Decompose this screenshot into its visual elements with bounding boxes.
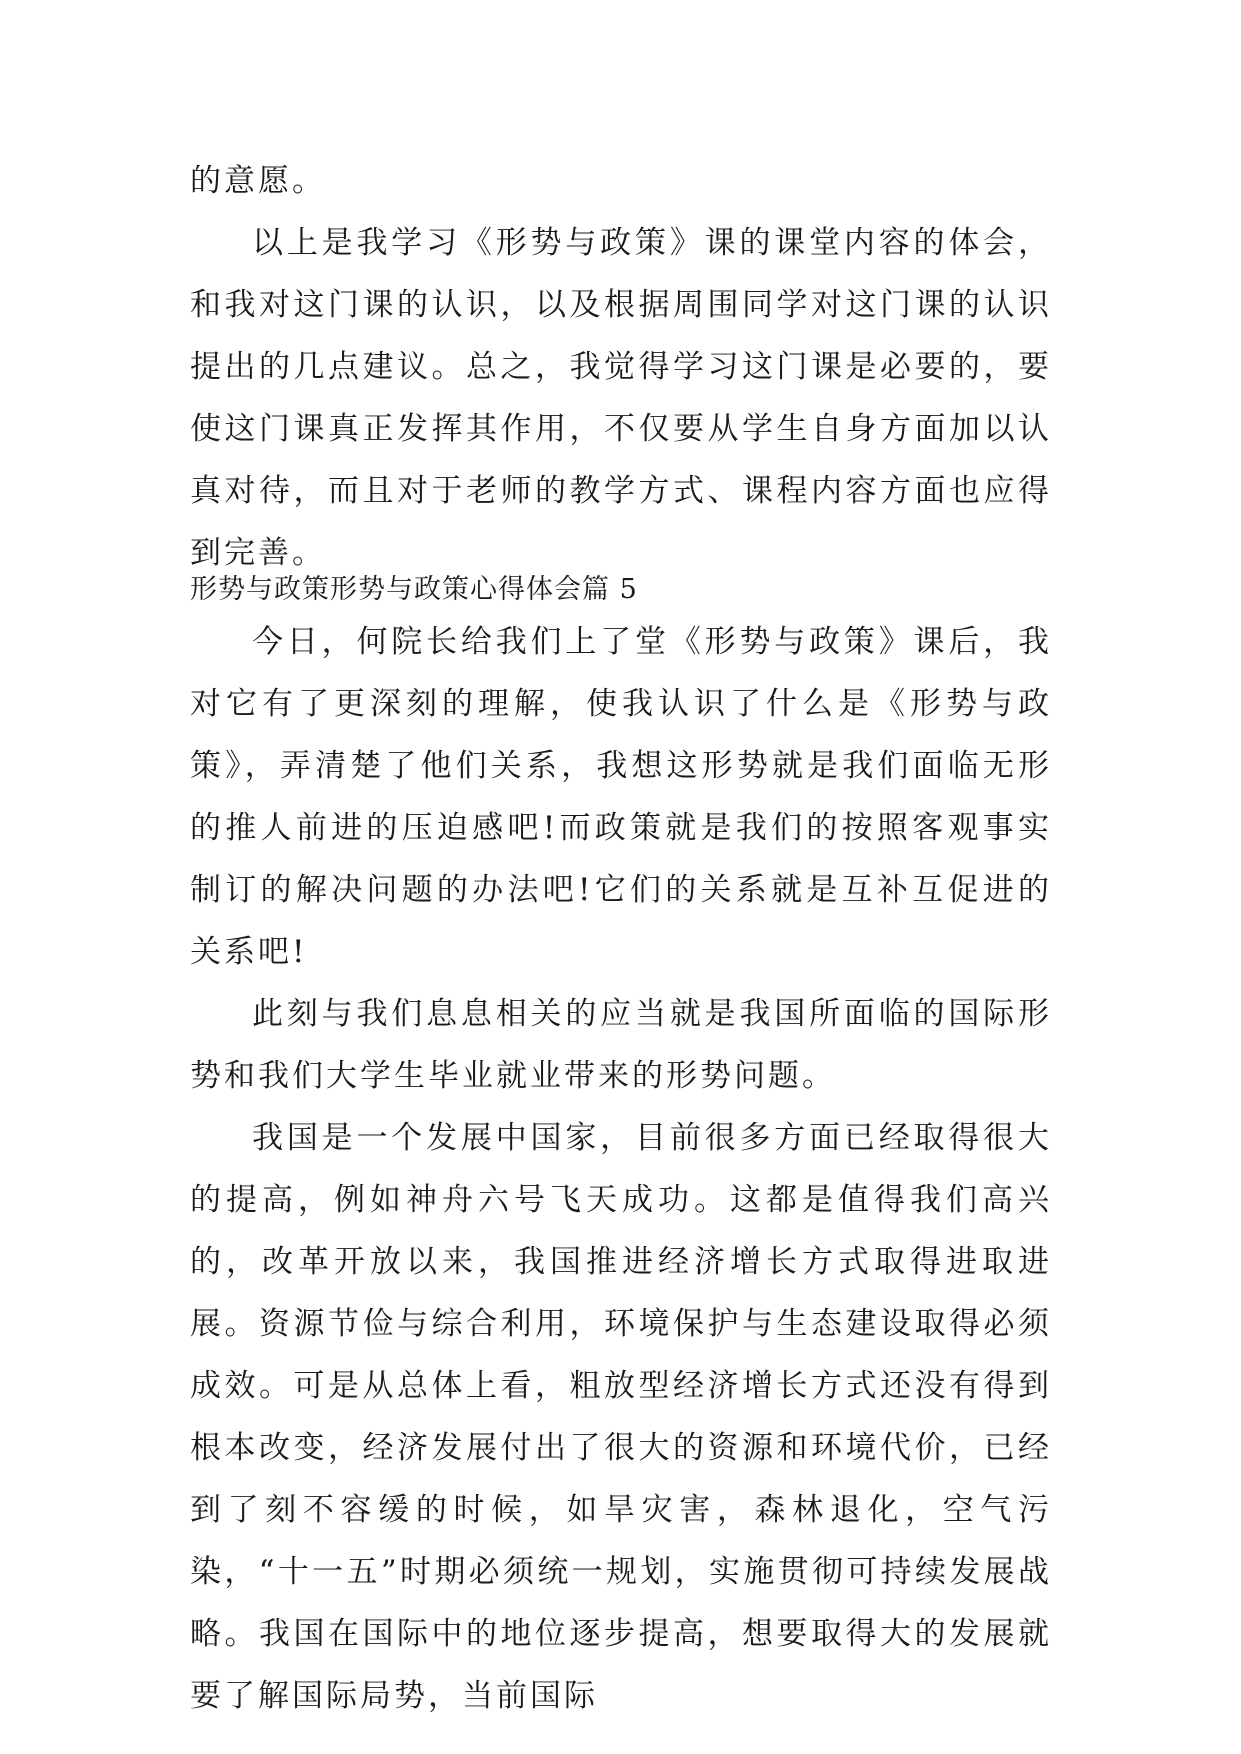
- closing-paragraph: 以上是我学习《形势与政策》课的课堂内容的体会，和我对这门课的认识，以及根据周围同学对这门课的认识提出的几点建议。总之，我觉得学习这门课是必要的，要使这门课真正发挥其作用，不仅要从学生自身方面加以认真对待，而且对于老师的教学方式、课程内容方面也应得到完善。: [190, 225, 1052, 571]
- continuation-line: 的意愿。: [190, 163, 326, 199]
- body-text-section: [190, 611, 1052, 1727]
- body-paragraph-1: 今日，何院长给我们上了堂《形势与政策》课后，我对它有了更深刻的理解，使我认识了什么是《形势与政策》，弄清楚了他们关系，我想这形势就是我们面临无形的推人前进的压迫感吧!而政策就是我们的按照客观事实制订的解决问题的办法吧!它们的关系就是互补互促进的关系吧!: [190, 624, 1052, 970]
- body-paragraph-3: 我国是一个发展中国家，目前很多方面已经取得很大的提高，例如神舟六号飞天成功。这都是值得我们高兴的，改革开放以来，我国推进经济增长方式取得进取进展。资源节俭与综合利用，环境保护与生态建设取得必须成效。可是从总体上看，粗放型经济增长方式还没有得到根本改变，经济发展付出了很大的资源和环境代价，已经到了刻不容缓的时候，如旱灾害，森林退化，空气污染，“十一五”时期必须统一规划，实施贯彻可持续发展战略。我国在国际中的地位逐步提高，想要取得大的发展就要了解国际局势，当前国际: [190, 1120, 1052, 1714]
- top-text-section: [190, 150, 1052, 584]
- body-paragraph-2: 此刻与我们息息相关的应当就是我国所面临的国际形势和我们大学生毕业就业带来的形势问题。: [190, 996, 1052, 1094]
- section-heading: 形势与政策形势与政策心得体会篇 5: [190, 574, 638, 605]
